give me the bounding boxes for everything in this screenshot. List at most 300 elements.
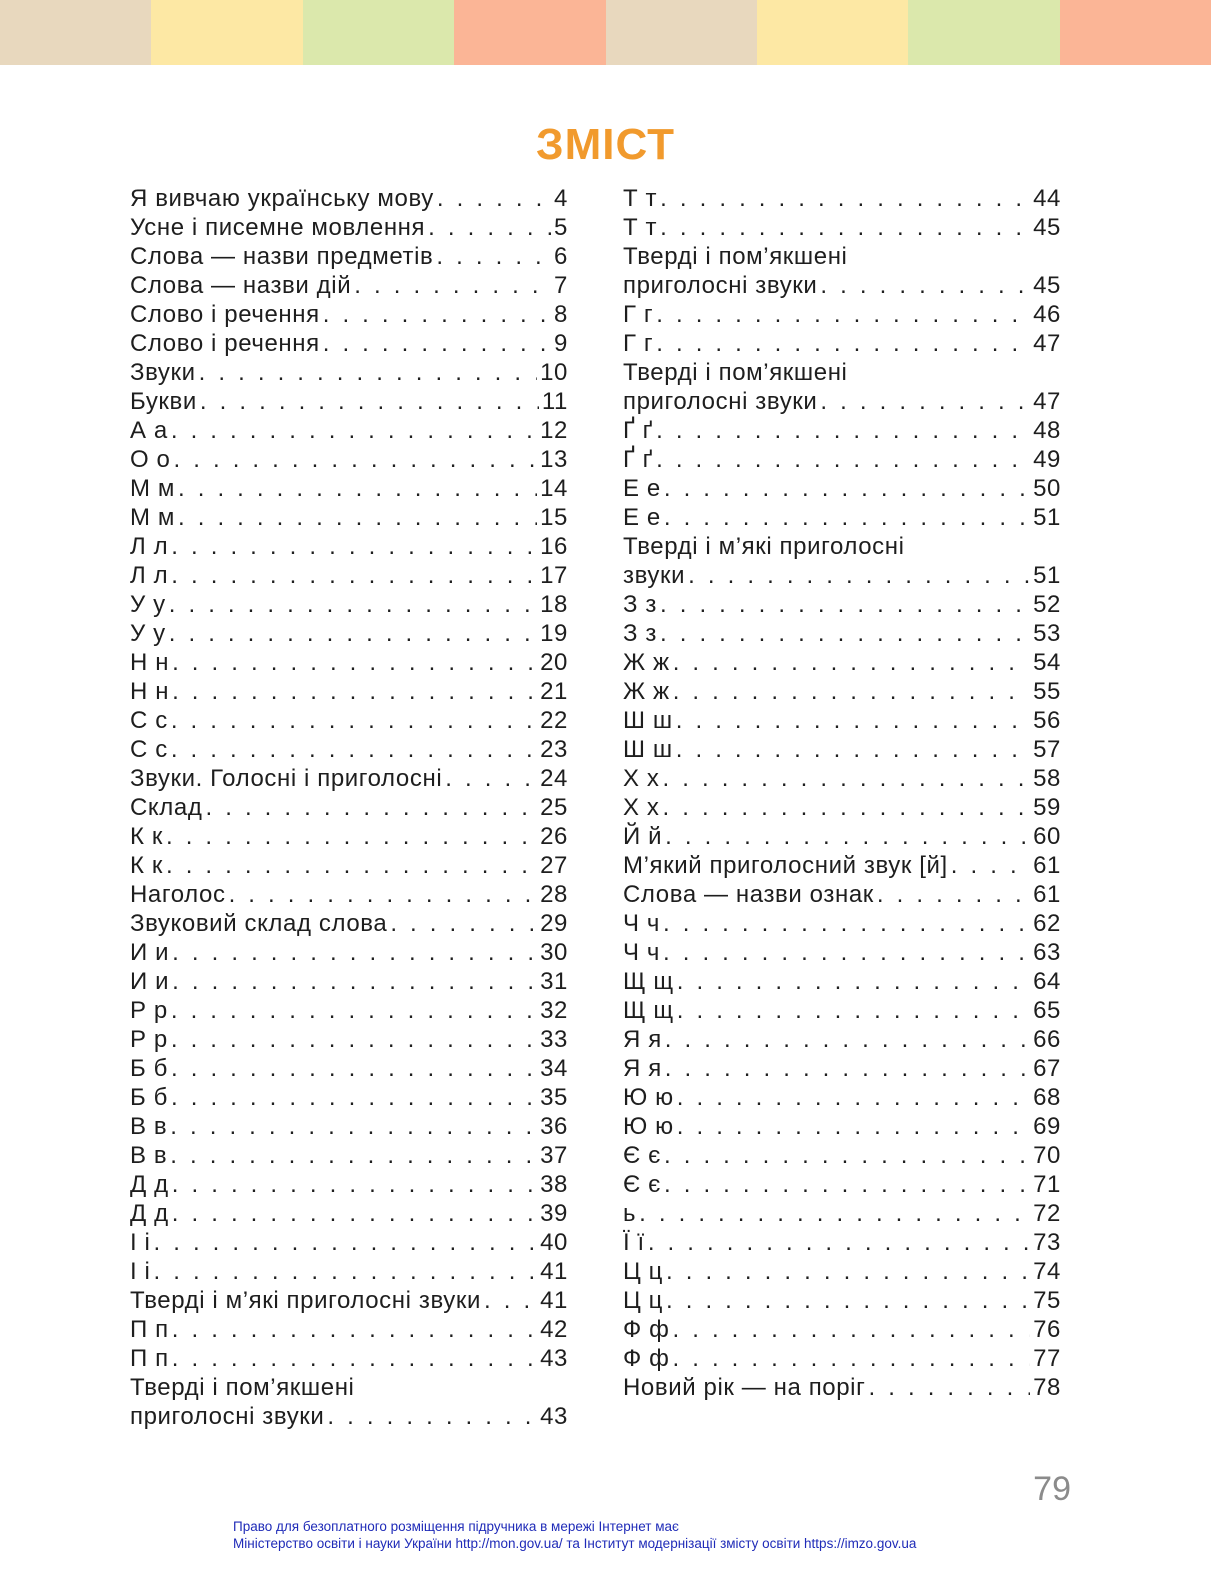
toc-entry-line bbox=[623, 387, 1061, 416]
toc-entry-title: Ч ч bbox=[623, 939, 660, 966]
toc-entry bbox=[623, 300, 1061, 329]
toc-entry bbox=[130, 329, 568, 358]
toc-entry-title: Т т bbox=[623, 214, 658, 241]
toc-dot-leader bbox=[172, 1170, 537, 1199]
toc-entry bbox=[623, 1054, 1061, 1083]
toc-page-number: 62 bbox=[1033, 910, 1061, 937]
toc-entry-line bbox=[130, 213, 568, 242]
toc-entry bbox=[623, 706, 1061, 735]
toc-entry-line bbox=[623, 822, 1061, 851]
toc-entry-line bbox=[623, 1257, 1061, 1286]
toc-entry-line bbox=[623, 1315, 1061, 1344]
toc-entry-line bbox=[623, 619, 1061, 648]
toc-entry-title: Новий рік — на поріг bbox=[623, 1374, 866, 1401]
toc-entry-line bbox=[623, 213, 1061, 242]
toc-dot-leader bbox=[171, 532, 537, 561]
toc-entry-line bbox=[130, 1141, 568, 1170]
toc-entry-title: Ш ш bbox=[623, 707, 673, 734]
toc-entry bbox=[130, 1112, 568, 1141]
toc-page-number: 45 bbox=[1033, 272, 1061, 299]
toc-entry-line bbox=[130, 938, 568, 967]
toc-page-number: 29 bbox=[540, 910, 568, 937]
toc-entry-title: Слова — назви ознак bbox=[623, 881, 874, 908]
toc-dot-leader bbox=[677, 967, 1030, 996]
toc-entry-title: А а bbox=[130, 417, 168, 444]
toc-page-number: 47 bbox=[1033, 388, 1061, 415]
toc-entry-line bbox=[130, 590, 568, 619]
toc-page-number: 41 bbox=[540, 1287, 568, 1314]
toc-entry bbox=[623, 1344, 1061, 1373]
toc-entry-title: Ш ш bbox=[623, 736, 673, 763]
toc-dot-leader bbox=[677, 1083, 1030, 1112]
toc-entry-line bbox=[130, 1083, 568, 1112]
toc-entry-line bbox=[130, 1025, 568, 1054]
toc-entry-line bbox=[623, 1054, 1061, 1083]
toc-page-number: 35 bbox=[540, 1084, 568, 1111]
toc-dot-leader bbox=[672, 1344, 1030, 1373]
toc-page-number: 39 bbox=[540, 1200, 568, 1227]
toc-dot-leader bbox=[665, 1054, 1030, 1083]
toc-entry bbox=[623, 822, 1061, 851]
toc-entry-line bbox=[130, 1286, 568, 1315]
toc-entry-title: Е е bbox=[623, 504, 661, 531]
toc-dot-leader bbox=[172, 677, 537, 706]
toc-entry-title: К к bbox=[130, 852, 163, 879]
toc-entry-line bbox=[623, 416, 1061, 445]
toc-entry bbox=[623, 735, 1061, 764]
toc-entry-line bbox=[130, 1228, 568, 1257]
toc-dot-leader bbox=[664, 474, 1030, 503]
toc-entry-title: С с bbox=[130, 736, 168, 763]
toc-dot-leader bbox=[178, 503, 537, 532]
toc-dot-leader bbox=[171, 416, 537, 445]
toc-entry-title: Р р bbox=[130, 997, 168, 1024]
toc-page-number: 33 bbox=[540, 1026, 568, 1053]
toc-entry bbox=[623, 503, 1061, 532]
toc-entry-line bbox=[130, 242, 568, 271]
toc-entry-title: Слова — назви предметів bbox=[130, 243, 434, 270]
toc-entry-line bbox=[623, 909, 1061, 938]
toc-dot-leader bbox=[648, 1228, 1030, 1257]
toc-page-number: 12 bbox=[540, 417, 568, 444]
toc-entry-title: Т т bbox=[623, 185, 658, 212]
toc-entry-title: Ж ж bbox=[623, 649, 670, 676]
toc-entry bbox=[130, 851, 568, 880]
toc-entry-line bbox=[623, 503, 1061, 532]
toc-page-number: 64 bbox=[1033, 968, 1061, 995]
toc-page-number: 48 bbox=[1033, 417, 1061, 444]
footer-line-2: Міністерство освіти і науки України http://mon.gov.ua/ та Інститут модернізації змісту освіти https://imzo.gov.ua bbox=[233, 1536, 917, 1551]
toc-page-number: 69 bbox=[1033, 1113, 1061, 1140]
toc-entry-title: приголосні звуки bbox=[623, 388, 818, 415]
toc-entry-title: И и bbox=[130, 968, 170, 995]
toc-entry-line bbox=[623, 648, 1061, 677]
toc-dot-leader bbox=[820, 271, 1030, 300]
toc-entry-line bbox=[623, 677, 1061, 706]
toc-entry-title: М’який приголосний звук [й] bbox=[623, 852, 948, 879]
toc-page-number: 34 bbox=[540, 1055, 568, 1082]
toc-dot-leader bbox=[170, 1112, 537, 1141]
toc-entry-title-line: Тверді і пом’якшені bbox=[623, 243, 848, 270]
toc-dot-leader bbox=[171, 1054, 537, 1083]
toc-dot-leader bbox=[153, 1228, 537, 1257]
toc-entry-title: Букви bbox=[130, 388, 197, 415]
toc-page-number: 13 bbox=[540, 446, 568, 473]
toc-dot-leader bbox=[171, 1025, 537, 1054]
toc-dot-leader bbox=[171, 996, 537, 1025]
toc-entry-title: У у bbox=[130, 591, 166, 618]
toc-entry bbox=[623, 358, 1061, 416]
toc-entry-title: приголосні звуки bbox=[623, 272, 818, 299]
toc-dot-leader bbox=[665, 822, 1030, 851]
toc-entry-line bbox=[623, 300, 1061, 329]
toc-entry-title: І і bbox=[130, 1229, 151, 1256]
toc-entry bbox=[130, 706, 568, 735]
toc-page-number: 28 bbox=[540, 881, 568, 908]
header-stripe bbox=[908, 0, 1059, 65]
toc-page-number: 77 bbox=[1033, 1345, 1061, 1372]
toc-dot-leader bbox=[951, 851, 1030, 880]
toc-page-number: 67 bbox=[1033, 1055, 1061, 1082]
header-color-stripes bbox=[0, 0, 1211, 65]
toc-entry-line bbox=[130, 735, 568, 764]
toc-entry-title: Р р bbox=[130, 1026, 168, 1053]
toc-dot-leader bbox=[171, 706, 537, 735]
toc-page-number: 43 bbox=[540, 1403, 568, 1430]
header-stripe bbox=[454, 0, 605, 65]
toc-dot-leader bbox=[662, 764, 1030, 793]
toc-entry-line bbox=[623, 764, 1061, 793]
toc-entry bbox=[623, 213, 1061, 242]
toc-page-number: 78 bbox=[1033, 1374, 1061, 1401]
toc-page-number: 9 bbox=[554, 330, 568, 357]
toc-entry bbox=[130, 1257, 568, 1286]
toc-entry-title: Е е bbox=[623, 475, 661, 502]
toc-entry bbox=[130, 561, 568, 590]
toc-entry bbox=[130, 1315, 568, 1344]
toc-page-number: 11 bbox=[541, 388, 568, 415]
toc-page-number: 65 bbox=[1033, 997, 1061, 1024]
toc-entry-line bbox=[623, 1228, 1061, 1257]
toc-entry-title: В в bbox=[130, 1142, 168, 1169]
toc-dot-leader bbox=[171, 1083, 537, 1112]
toc-entry-title: приголосні звуки bbox=[130, 1403, 325, 1430]
toc-dot-leader bbox=[660, 590, 1030, 619]
toc-right-column bbox=[623, 184, 1061, 1402]
toc-entry-line bbox=[130, 1199, 568, 1228]
toc-dot-leader bbox=[166, 851, 537, 880]
toc-entry bbox=[623, 416, 1061, 445]
toc-entry-title: Тверді і м’які приголосні звуки bbox=[130, 1287, 481, 1314]
toc-entry-title: П п bbox=[130, 1316, 169, 1343]
toc-dot-leader bbox=[169, 590, 537, 619]
toc-entry-title: Г г bbox=[623, 330, 654, 357]
toc-entry-line bbox=[623, 561, 1061, 590]
toc-entry-line bbox=[130, 416, 568, 445]
toc-entry-title-line: Тверді і м’які приголосні bbox=[623, 533, 905, 560]
toc-entry-line bbox=[130, 619, 568, 648]
toc-entry bbox=[130, 590, 568, 619]
toc-entry-line bbox=[623, 1199, 1061, 1228]
toc-entry bbox=[130, 938, 568, 967]
toc-page-number: 47 bbox=[1033, 330, 1061, 357]
toc-entry bbox=[623, 648, 1061, 677]
toc-page-number: 61 bbox=[1033, 852, 1061, 879]
toc-entry-line bbox=[130, 387, 568, 416]
toc-entry bbox=[623, 184, 1061, 213]
toc-entry bbox=[623, 445, 1061, 474]
toc-page-number: 52 bbox=[1033, 591, 1061, 618]
toc-entry-line bbox=[623, 271, 1061, 300]
toc-entry-line bbox=[623, 1170, 1061, 1199]
toc-entry-title: ь bbox=[623, 1200, 637, 1227]
toc-page-number: 49 bbox=[1033, 446, 1061, 473]
toc-page-number: 24 bbox=[540, 765, 568, 792]
toc-page-number: 14 bbox=[540, 475, 568, 502]
toc-entry-title: Н н bbox=[130, 649, 170, 676]
toc-entry bbox=[130, 242, 568, 271]
toc-entry-title: І і bbox=[130, 1258, 151, 1285]
toc-entry-line bbox=[623, 996, 1061, 1025]
toc-entry-title: звуки bbox=[623, 562, 686, 589]
toc-page-number: 61 bbox=[1033, 881, 1061, 908]
toc-entry bbox=[623, 1170, 1061, 1199]
toc-entry-title: Х х bbox=[623, 765, 660, 792]
toc-dot-leader bbox=[673, 677, 1030, 706]
toc-dot-leader bbox=[172, 938, 537, 967]
toc-dot-leader bbox=[664, 1170, 1030, 1199]
toc-entry bbox=[130, 1054, 568, 1083]
toc-entry-title: С с bbox=[130, 707, 168, 734]
toc-dot-leader bbox=[660, 213, 1030, 242]
toc-entry-line bbox=[623, 1141, 1061, 1170]
toc-entry-line bbox=[623, 706, 1061, 735]
toc-entry-line bbox=[130, 677, 568, 706]
toc-entry-line bbox=[130, 648, 568, 677]
toc-entry-line bbox=[130, 1315, 568, 1344]
toc-entry bbox=[623, 590, 1061, 619]
toc-dot-leader bbox=[205, 793, 537, 822]
toc-entry bbox=[623, 474, 1061, 503]
toc-entry bbox=[623, 677, 1061, 706]
toc-entry-title: Ї ї bbox=[623, 1229, 645, 1256]
toc-entry-line bbox=[623, 474, 1061, 503]
toc-entry-title: Щ щ bbox=[623, 968, 674, 995]
toc-dot-leader bbox=[172, 1199, 537, 1228]
toc-dot-leader bbox=[676, 735, 1030, 764]
toc-page-number: 21 bbox=[540, 678, 568, 705]
copyright-footer bbox=[233, 1518, 916, 1552]
toc-entry-title: Х х bbox=[623, 794, 660, 821]
toc-dot-leader bbox=[169, 619, 537, 648]
toc-dot-leader bbox=[656, 445, 1030, 474]
toc-entry-title: В в bbox=[130, 1113, 168, 1140]
toc-entry-line bbox=[130, 503, 568, 532]
toc-dot-leader bbox=[877, 880, 1030, 909]
toc-page-number: 30 bbox=[540, 939, 568, 966]
toc-entry-title: Ж ж bbox=[623, 678, 670, 705]
toc-dot-leader bbox=[200, 387, 539, 416]
toc-page-number: 44 bbox=[1033, 185, 1061, 212]
toc-page-number: 6 bbox=[554, 243, 568, 270]
toc-entry bbox=[130, 474, 568, 503]
toc-entry bbox=[623, 1286, 1061, 1315]
toc-entry-title: Слова — назви дій bbox=[130, 272, 352, 299]
toc-entry bbox=[130, 648, 568, 677]
toc-page-number: 60 bbox=[1033, 823, 1061, 850]
toc-entry bbox=[130, 358, 568, 387]
toc-entry-line bbox=[623, 1025, 1061, 1054]
toc-entry-title: Н н bbox=[130, 678, 170, 705]
toc-entry-title: Слово і речення bbox=[130, 301, 320, 328]
toc-page-number: 70 bbox=[1033, 1142, 1061, 1169]
toc-entry-title: Слово і речення bbox=[130, 330, 320, 357]
toc-page-number: 51 bbox=[1033, 562, 1061, 589]
toc-dot-leader bbox=[662, 793, 1030, 822]
toc-entry-line bbox=[130, 1112, 568, 1141]
toc-page-number: 58 bbox=[1033, 765, 1061, 792]
toc-entry bbox=[623, 1112, 1061, 1141]
toc-dot-leader bbox=[171, 735, 537, 764]
toc-dot-leader bbox=[170, 1141, 537, 1170]
toc-dot-leader bbox=[178, 474, 537, 503]
toc-page-number: 42 bbox=[540, 1316, 568, 1343]
toc-page-number: 76 bbox=[1033, 1316, 1061, 1343]
toc-entry-title: Звуки bbox=[130, 359, 196, 386]
toc-page-number: 37 bbox=[540, 1142, 568, 1169]
toc-dot-leader bbox=[354, 271, 551, 300]
toc-dot-leader bbox=[664, 1141, 1030, 1170]
toc-page-number: 71 bbox=[1033, 1171, 1061, 1198]
toc-page-number: 74 bbox=[1033, 1258, 1061, 1285]
toc-page-number: 5 bbox=[554, 214, 568, 241]
toc-page-number: 59 bbox=[1033, 794, 1061, 821]
toc-dot-leader bbox=[677, 996, 1030, 1025]
toc-entry bbox=[130, 735, 568, 764]
toc-entry-title: У у bbox=[130, 620, 166, 647]
header-stripe bbox=[757, 0, 908, 65]
toc-entry-line bbox=[623, 1373, 1061, 1402]
toc-dot-leader bbox=[688, 561, 1030, 590]
toc-dot-leader bbox=[171, 561, 537, 590]
toc-entry-title: М м bbox=[130, 475, 175, 502]
toc-page-number: 26 bbox=[540, 823, 568, 850]
toc-entry bbox=[623, 532, 1061, 590]
toc-dot-leader bbox=[229, 880, 538, 909]
toc-entry bbox=[130, 1286, 568, 1315]
toc-entry-title: Я я bbox=[623, 1026, 662, 1053]
toc-entry bbox=[623, 242, 1061, 300]
toc-entry-line bbox=[130, 300, 568, 329]
toc-entry-line bbox=[130, 1402, 568, 1431]
toc-dot-leader bbox=[868, 1373, 1030, 1402]
toc-entry-title: Звуки. Голосні і приголосні bbox=[130, 765, 443, 792]
toc-entry bbox=[130, 416, 568, 445]
toc-entry-line bbox=[130, 271, 568, 300]
header-stripe bbox=[1060, 0, 1211, 65]
toc-entry bbox=[130, 1199, 568, 1228]
toc-entry-line bbox=[130, 184, 568, 213]
toc-page-number: 27 bbox=[540, 852, 568, 879]
toc-entry bbox=[623, 1025, 1061, 1054]
toc-page-number: 20 bbox=[540, 649, 568, 676]
toc-entry-line bbox=[130, 880, 568, 909]
toc-entry-title: Склад bbox=[130, 794, 203, 821]
toc-entry-title: Я я bbox=[623, 1055, 662, 1082]
toc-entry bbox=[623, 1257, 1061, 1286]
toc-entry-line bbox=[130, 329, 568, 358]
toc-dot-leader bbox=[660, 619, 1030, 648]
toc-entry bbox=[130, 503, 568, 532]
toc-entry bbox=[130, 967, 568, 996]
toc-entry-line bbox=[623, 967, 1061, 996]
toc-entry bbox=[623, 938, 1061, 967]
toc-entry-line bbox=[623, 735, 1061, 764]
toc-page-number: 32 bbox=[540, 997, 568, 1024]
toc-dot-leader bbox=[672, 1315, 1030, 1344]
toc-left-column bbox=[130, 184, 568, 1431]
toc-entry-title: И и bbox=[130, 939, 170, 966]
toc-page-number: 10 bbox=[540, 359, 568, 386]
toc-entry-title: З з bbox=[623, 620, 657, 647]
toc-page-number: 53 bbox=[1033, 620, 1061, 647]
toc-entry bbox=[623, 996, 1061, 1025]
toc-entry-title: З з bbox=[623, 591, 657, 618]
toc-entry bbox=[130, 880, 568, 909]
toc-entry-title: М м bbox=[130, 504, 175, 531]
toc-dot-leader bbox=[172, 1344, 537, 1373]
toc-dot-leader bbox=[172, 967, 537, 996]
toc-entry bbox=[130, 1083, 568, 1112]
toc-entry-line bbox=[130, 793, 568, 822]
toc-entry-line bbox=[130, 909, 568, 938]
toc-entry-line bbox=[130, 822, 568, 851]
toc-page-number: 50 bbox=[1033, 475, 1061, 502]
toc-entry-line bbox=[623, 880, 1061, 909]
toc-dot-leader bbox=[199, 358, 537, 387]
toc-page-number: 43 bbox=[540, 1345, 568, 1372]
toc-entry-line bbox=[623, 1344, 1061, 1373]
toc-page-number: 19 bbox=[540, 620, 568, 647]
toc-entry-title: К к bbox=[130, 823, 163, 850]
toc-entry bbox=[130, 764, 568, 793]
toc-entry-title: О о bbox=[130, 446, 171, 473]
toc-entry-line bbox=[623, 851, 1061, 880]
toc-page-number: 72 bbox=[1033, 1200, 1061, 1227]
toc-entry-title: Ч ч bbox=[623, 910, 660, 937]
toc-page-number: 16 bbox=[540, 533, 568, 560]
toc-page-number: 54 bbox=[1033, 649, 1061, 676]
toc-entry-title: Б б bbox=[130, 1084, 168, 1111]
toc-entry bbox=[130, 271, 568, 300]
toc-entry-title: Я вивчаю українську мову bbox=[130, 185, 434, 212]
toc-page-number: 56 bbox=[1033, 707, 1061, 734]
toc-entry-line bbox=[130, 532, 568, 561]
toc-page-number: 66 bbox=[1033, 1026, 1061, 1053]
toc-entry-line bbox=[130, 706, 568, 735]
toc-entry-line bbox=[623, 445, 1061, 474]
toc-entry-title: Б б bbox=[130, 1055, 168, 1082]
toc-page-number: 40 bbox=[540, 1229, 568, 1256]
toc-entry-line bbox=[623, 184, 1061, 213]
toc-dot-leader bbox=[437, 184, 551, 213]
toc-page-number: 38 bbox=[540, 1171, 568, 1198]
toc-entry-line bbox=[130, 445, 568, 474]
toc-dot-leader bbox=[656, 416, 1030, 445]
toc-entry bbox=[623, 793, 1061, 822]
toc-entry bbox=[623, 619, 1061, 648]
toc-page-number: 7 bbox=[554, 272, 568, 299]
